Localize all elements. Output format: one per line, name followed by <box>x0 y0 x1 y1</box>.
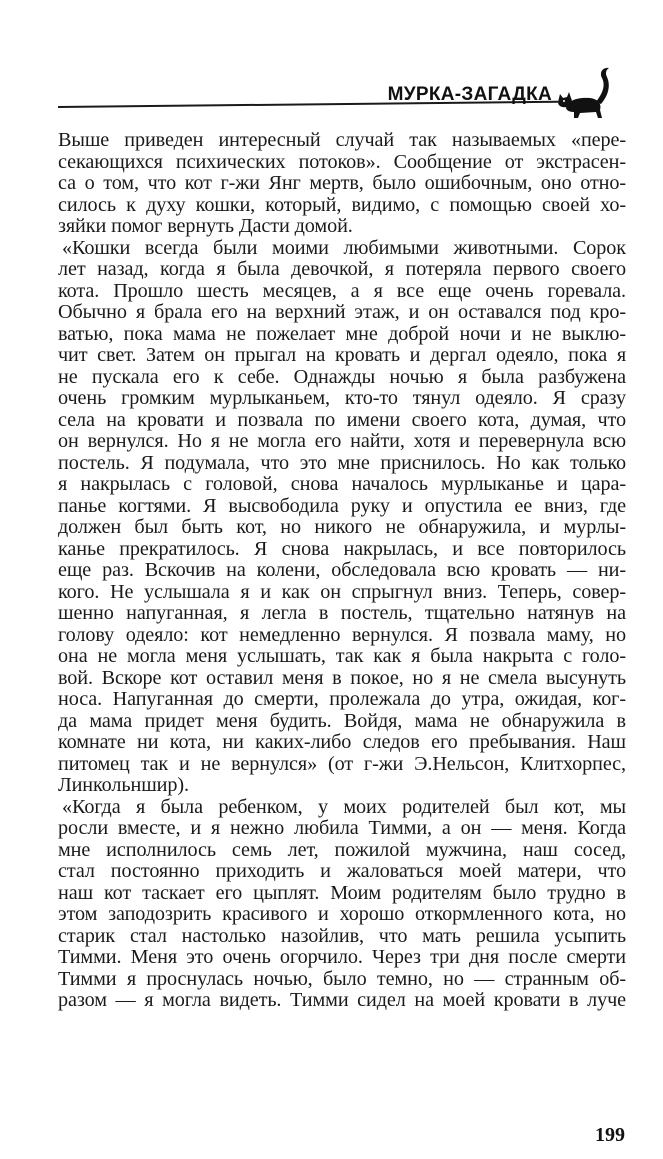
text-line: села на кровати и позвала по имени своего кота, думая, что <box>58 408 626 431</box>
running-title: МУРКА-ЗАГАДКА <box>387 84 552 105</box>
text-line: я накрылась с головой, снова началось мурлыканье и цара- <box>58 473 626 495</box>
text-line: силось к духу кошки, который, видимо, с помощью своей хо- <box>58 193 626 216</box>
text-line: зяйки помог вернуть Дасти домой. <box>58 215 353 237</box>
text-line: шенно напуганная, я легла в постель, тщательно натянув на <box>58 602 626 624</box>
text-line: кого. Не услышала я и как он спрыгнул вниз. Теперь, совер- <box>58 580 626 603</box>
text-line: должен был быть кот, но никого не обнаружила, и мурлы- <box>58 516 626 538</box>
running-header <box>58 64 618 114</box>
text-line: она не могла меня услышать, так как я была накрыта с голо- <box>58 645 626 667</box>
text-line: Тимми. Меня это очень огорчило. Через три дня после смерти <box>58 946 626 968</box>
text-line: вой. Вскоре кот оставил меня в покое, но я не смела высунуть <box>58 666 626 689</box>
text-line: кота. Прошло шесть месяцев, а я все еще очень горевала. <box>58 279 626 302</box>
text-line: не пускала его к себе. Однажды ночью я была разбужена <box>58 365 626 388</box>
body-text <box>58 130 626 1012</box>
text-line: наш кот таскает его цыплят. Моим родителям было трудно в <box>58 881 626 904</box>
text-line: он вернулся. Но я не могла его найти, хотя и перевернула всю <box>58 430 626 452</box>
text-line: этом заподозрить красивого и хорошо откормленного кота, но <box>58 903 626 925</box>
text-line: чит свет. Затем он прыгал на кровать и дергал одеяло, пока я <box>58 344 626 366</box>
text-line: комнате ни кота, ни каких-либо следов его пребывания. Наш <box>58 731 626 753</box>
cat-silhouette-icon <box>556 64 618 120</box>
text-line: росли вместе, и я нежно любила Тимми, а он — меня. Когда <box>58 817 626 839</box>
text-line: разом — я могла видеть. Тимми сидел на моей кровати в луче <box>58 989 626 1011</box>
page-number: 199 <box>595 1124 625 1146</box>
text-line: голову одеяло: кот немедленно вернулся. Я позвала маму, но <box>58 623 626 646</box>
text-line: панье когтями. Я высвободила руку и опустила ее вниз, где <box>58 494 626 517</box>
text-line: да мама придет меня будить. Войдя, мама не обнаружила в <box>58 709 626 732</box>
text-line: очень громким мурлыканьем, кто-то тянул одеяло. Я сразу <box>58 387 626 409</box>
text-line: Выше приведен интересный случай так называемых «пере- <box>58 129 626 151</box>
text-line: Тимми я проснулась ночью, было темно, но — странным об- <box>58 967 626 990</box>
text-line: Обычно я брала его на верхний этаж, и он оставался под кро- <box>58 301 626 323</box>
text-line: «Когда я была ребенком, у моих родителей был кот, мы <box>62 795 626 818</box>
text-line: са о том, что кот г-жи Янг мертв, было ошибочным, оно отно- <box>58 172 626 194</box>
text-line: ватью, пока мама не пожелает мне доброй ночи и не выклю- <box>58 322 626 345</box>
text-line: Линкольншир). <box>58 774 189 796</box>
text-line: еще раз. Вскочив на колени, обследовала всю кровать — ни- <box>58 559 626 581</box>
text-line: мне исполнилось семь лет, пожилой мужчина, наш сосед, <box>58 838 626 861</box>
text-line: старик стал настолько назойлив, что мать решила усыпить <box>58 924 626 947</box>
text-line: носа. Напуганная до смерти, пролежала до утра, ожидая, ког- <box>58 688 626 710</box>
text-line: постель. Я подумала, что это мне приснилось. Но как только <box>58 451 626 474</box>
text-line: «Кошки всегда были моими любимыми животными. Сорок <box>62 236 626 259</box>
text-line: стал постоянно приходить и жаловаться моей матери, что <box>58 860 626 882</box>
text-line: питомец так и не вернулся» (от г-жи Э.Нельсон, Клитхорпес, <box>58 752 626 775</box>
text-line: канье прекратилось. Я снова накрылась, и все повторилось <box>58 537 626 560</box>
text-line: лет назад, когда я была девочкой, я потеряла первого своего <box>58 258 626 280</box>
text-line: секающихся психических потоков». Сообщение от экстрасен- <box>58 150 626 173</box>
